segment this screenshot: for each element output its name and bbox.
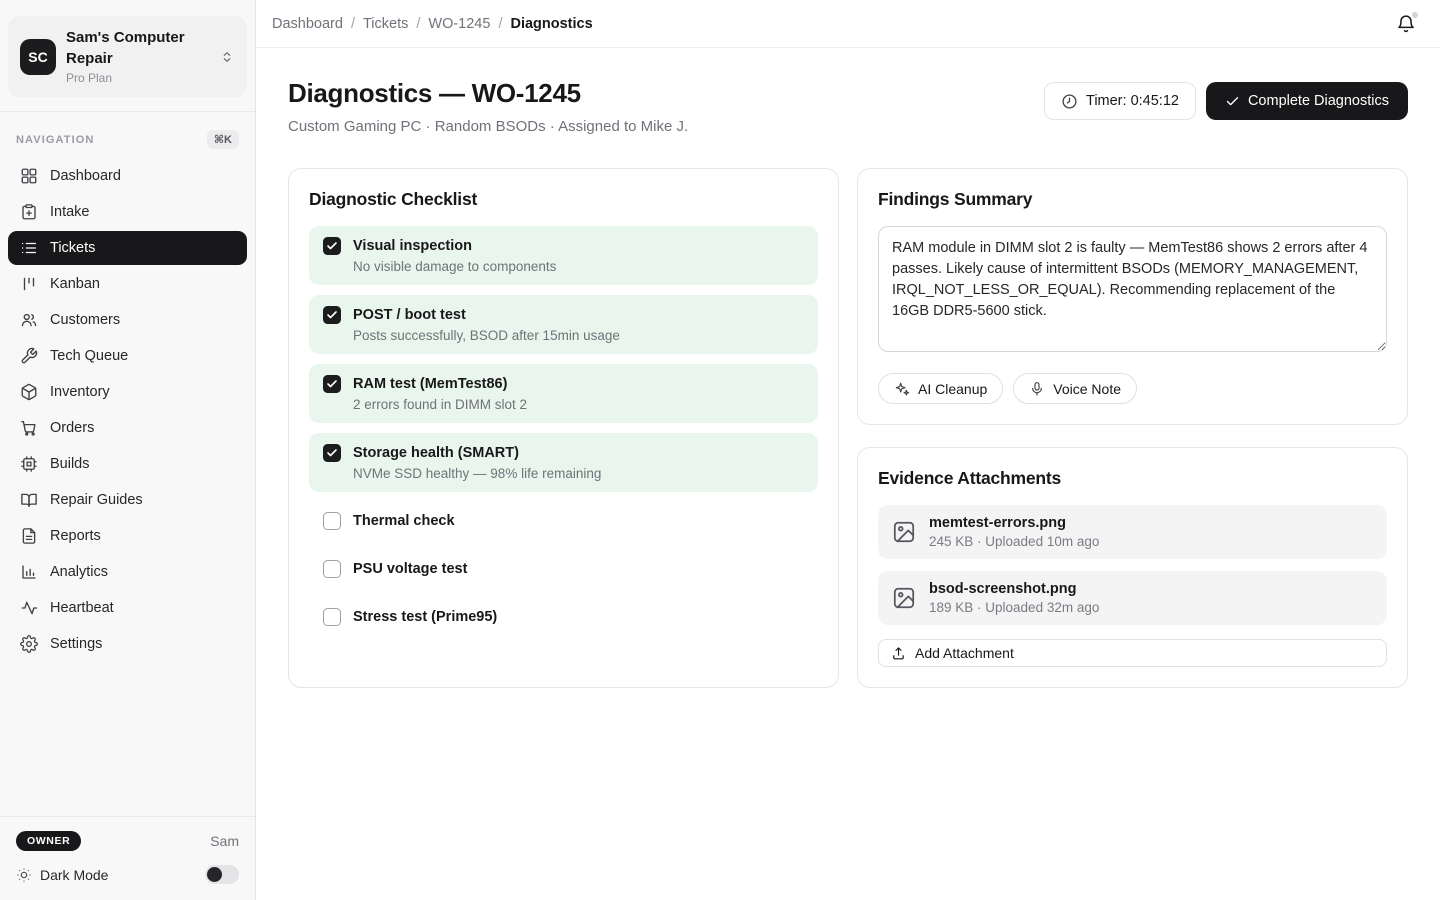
top-bar xyxy=(256,0,1440,48)
checklist-item-stress-test[interactable] xyxy=(309,598,818,636)
page-content xyxy=(256,48,1440,688)
users-icon xyxy=(20,311,38,329)
image-icon xyxy=(891,519,917,545)
sidebar-item-kanban[interactable] xyxy=(8,267,247,301)
command-k-shortcut-badge: ⌘K xyxy=(207,130,239,149)
upload-icon xyxy=(891,646,906,661)
sidebar-item-settings[interactable] xyxy=(8,627,247,661)
role-badge: OWNER xyxy=(16,831,81,851)
add-attachment-button[interactable] xyxy=(878,639,1387,667)
toggle-knob xyxy=(207,867,222,882)
sidebar-divider xyxy=(0,111,255,112)
attachment-meta: 245 KB · Uploaded 10m ago xyxy=(929,534,1100,549)
checklist-item-note: 2 errors found in DIMM slot 2 xyxy=(353,397,528,412)
checklist-item-label: Visual inspection xyxy=(353,238,472,254)
evidence-attachments-card xyxy=(857,447,1408,688)
sidebar-item-reports[interactable] xyxy=(8,519,247,553)
page-title: Diagnostics — WO-1245 xyxy=(288,78,581,108)
sun-icon xyxy=(16,867,32,883)
clock-icon xyxy=(1061,93,1078,110)
workspace-avatar: SC xyxy=(20,39,56,75)
sidebar-item-intake[interactable] xyxy=(8,195,247,229)
attachment-row-memtest-errors[interactable] xyxy=(878,505,1387,559)
gear-icon xyxy=(20,635,38,653)
book-open-icon xyxy=(20,491,38,509)
dark-mode-label: Dark Mode xyxy=(40,866,109,883)
sidebar-item-builds[interactable] xyxy=(8,447,247,481)
checklist-title: Diagnostic Checklist xyxy=(309,189,478,209)
checkbox-checked-icon[interactable] xyxy=(323,306,341,324)
findings-title: Findings Summary xyxy=(878,189,1033,209)
voice-note-label: Voice Note xyxy=(1053,380,1121,397)
breadcrumb-tickets[interactable]: Tickets xyxy=(362,15,409,32)
checklist-item-label: Storage health (SMART) xyxy=(353,445,519,461)
checklist-item-ram-test[interactable] xyxy=(309,364,818,423)
ai-cleanup-label: AI Cleanup xyxy=(918,380,988,397)
checkbox-checked-icon[interactable] xyxy=(323,444,341,462)
breadcrumb-dashboard[interactable]: Dashboard xyxy=(272,15,343,32)
sidebar-item-orders[interactable] xyxy=(8,411,247,445)
sidebar-footer xyxy=(0,816,255,900)
sidebar-item-repair-guides[interactable] xyxy=(8,483,247,517)
findings-summary-textarea[interactable] xyxy=(878,226,1387,352)
image-icon xyxy=(891,585,917,611)
checklist-item-note: Posts successfully, BSOD after 15min usage xyxy=(353,328,620,343)
breadcrumb-wo-1245[interactable]: WO-1245 xyxy=(428,15,491,32)
voice-note-button[interactable] xyxy=(1013,373,1137,404)
sidebar-item-label: Orders xyxy=(50,420,95,437)
diagnostic-checklist-card xyxy=(288,168,839,688)
attachment-filename: bsod-screenshot.png xyxy=(929,581,1077,597)
findings-summary-card xyxy=(857,168,1408,425)
chevrons-up-down-icon xyxy=(219,49,235,65)
package-icon xyxy=(20,383,38,401)
sidebar-item-label: Inventory xyxy=(50,384,110,401)
breadcrumb: Dashboard / Tickets / WO-1245 / Diagnostics xyxy=(272,15,593,32)
bar-chart-icon xyxy=(20,563,38,581)
sidebar-item-label: Tech Queue xyxy=(50,348,129,365)
checkbox-unchecked-icon[interactable] xyxy=(323,560,341,578)
sidebar-item-label: Intake xyxy=(50,204,90,221)
list-icon xyxy=(20,239,38,257)
sidebar-item-label: Builds xyxy=(50,456,90,473)
cpu-icon xyxy=(20,455,38,473)
sidebar-nav xyxy=(0,159,255,661)
attachment-row-bsod-screenshot[interactable] xyxy=(878,571,1387,625)
timer-label: Timer: 0:45:12 xyxy=(1086,93,1179,109)
sidebar-item-label: Tickets xyxy=(50,240,96,257)
shopping-cart-icon xyxy=(20,419,38,437)
attachment-meta: 189 KB · Uploaded 32m ago xyxy=(929,600,1100,615)
sidebar-item-label: Customers xyxy=(50,312,121,329)
check-icon xyxy=(1225,94,1240,109)
breadcrumb-current: Diagnostics xyxy=(510,15,593,32)
complete-diagnostics-label: Complete Diagnostics xyxy=(1247,93,1389,109)
checklist xyxy=(309,226,818,636)
file-text-icon xyxy=(20,527,38,545)
checklist-item-thermal-check[interactable] xyxy=(309,502,818,540)
sidebar-item-inventory[interactable] xyxy=(8,375,247,409)
checklist-item-label: Stress test (Prime95) xyxy=(353,609,498,625)
dashboard-icon xyxy=(20,167,38,185)
sidebar-item-label: Settings xyxy=(50,636,103,653)
clipboard-plus-icon xyxy=(20,203,38,221)
sidebar-item-label: Repair Guides xyxy=(50,492,143,509)
sidebar-item-label: Heartbeat xyxy=(50,600,114,617)
user-name: Sam xyxy=(210,833,239,849)
activity-icon xyxy=(20,599,38,617)
sidebar-item-label: Reports xyxy=(50,528,101,545)
navigation-label: NAVIGATION xyxy=(16,133,95,146)
wrench-icon xyxy=(20,347,38,365)
notifications-button[interactable] xyxy=(1396,14,1416,34)
sidebar-item-heartbeat[interactable] xyxy=(8,591,247,625)
sidebar-item-label: Kanban xyxy=(50,276,100,293)
notification-dot xyxy=(1412,12,1418,18)
sidebar-item-tickets[interactable] xyxy=(8,231,247,265)
checklist-item-label: PSU voltage test xyxy=(353,561,468,577)
workspace-name: Sam's Computer Repair xyxy=(66,29,185,67)
sidebar-item-analytics[interactable] xyxy=(8,555,247,589)
page-subtitle: Custom Gaming PC · Random BSODs · Assigned to Mike J. xyxy=(288,118,689,135)
sidebar-item-label: Dashboard xyxy=(50,168,121,185)
main-area xyxy=(256,0,1440,900)
complete-diagnostics-button[interactable] xyxy=(1206,82,1408,120)
checklist-item-post-boot-test[interactable] xyxy=(309,295,818,354)
sparkles-icon xyxy=(894,381,910,397)
page-header xyxy=(288,78,1408,135)
attachment-filename: memtest-errors.png xyxy=(929,515,1066,531)
checklist-item-label: RAM test (MemTest86) xyxy=(353,376,508,392)
sidebar-item-tech-queue[interactable] xyxy=(8,339,247,373)
sidebar-item-customers[interactable] xyxy=(8,303,247,337)
checkbox-unchecked-icon[interactable] xyxy=(323,512,341,530)
checklist-item-visual-inspection[interactable] xyxy=(309,226,818,285)
add-attachment-label: Add Attachment xyxy=(915,645,1014,661)
microphone-icon xyxy=(1029,381,1045,397)
workspace-plan: Pro Plan xyxy=(66,71,113,86)
checklist-item-note: NVMe SSD healthy — 98% life remaining xyxy=(353,466,602,481)
attachments-title: Evidence Attachments xyxy=(878,468,1062,488)
timer-button[interactable] xyxy=(1044,82,1196,120)
checklist-item-label: POST / boot test xyxy=(353,307,466,323)
checklist-item-label: Thermal check xyxy=(353,513,455,529)
checklist-item-storage-health[interactable] xyxy=(309,433,818,492)
checkbox-checked-icon[interactable] xyxy=(323,237,341,255)
kanban-icon xyxy=(20,275,38,293)
workspace-switcher[interactable] xyxy=(8,16,247,97)
checklist-item-psu-voltage-test[interactable] xyxy=(309,550,818,588)
ai-cleanup-button[interactable] xyxy=(878,373,1003,404)
dark-mode-toggle[interactable] xyxy=(205,865,239,884)
checkbox-checked-icon[interactable] xyxy=(323,375,341,393)
checkbox-unchecked-icon[interactable] xyxy=(323,608,341,626)
checklist-item-note: No visible damage to components xyxy=(353,259,557,274)
sidebar xyxy=(0,0,256,900)
sidebar-item-dashboard[interactable] xyxy=(8,159,247,193)
sidebar-item-label: Analytics xyxy=(50,564,109,581)
